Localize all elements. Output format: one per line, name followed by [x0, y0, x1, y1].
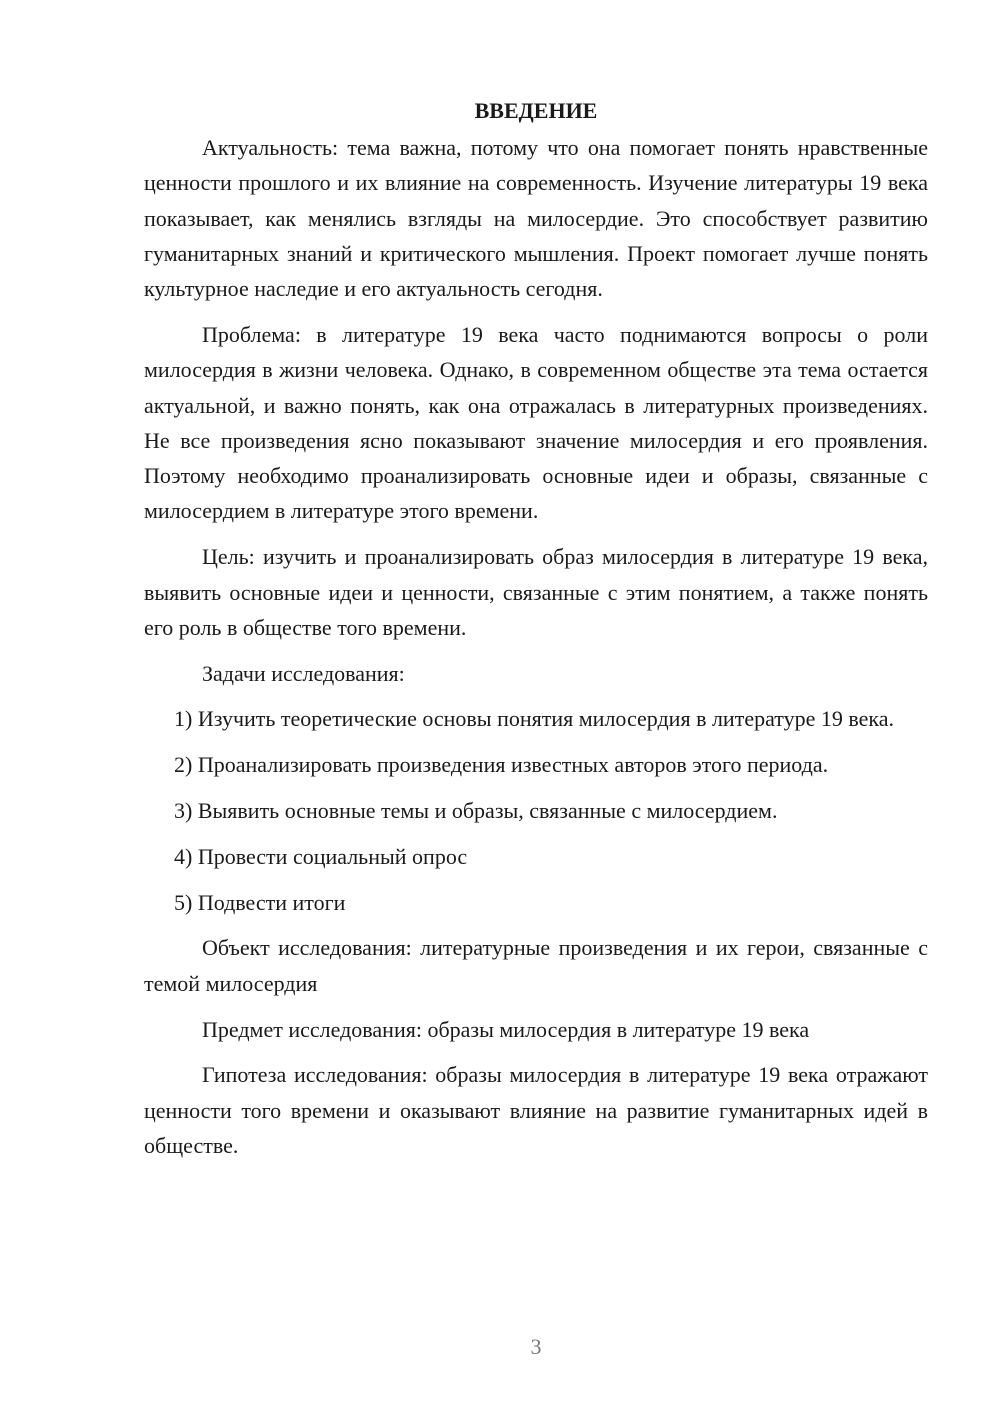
document-body	[144, 93, 928, 1174]
paragraph-goal: Цель: изучить и проанализировать образ милосердия в литературе 19 века, выявить основные идеи и ценности, связанные с этим понятием, а также понять его роль в обществе того времени.	[144, 544, 928, 640]
paragraph-hypothesis: Гипотеза исследования: образы милосердия в литературе 19 века отражают ценности того времени и оказывают влияние на развитие гуманитарных идей в обществе.	[144, 1062, 928, 1158]
paragraph-problem: Проблема: в литературе 19 века часто поднимаются вопросы о роли милосердия в жизни человека. Однако, в современном обществе эта тема остается актуальной, и важно понять, как она отражалась в литературных произведениях. Не все произведения ясно показывают значение милосердия и его проявления. Поэтому необходимо проанализировать основные идеи и образы, связанные с милосердием в литературе этого времени.	[144, 321, 928, 524]
task-item-1: 1) Изучить теоретические основы понятия милосердия в литературе 19 века.	[174, 706, 895, 732]
paragraph-subject: Предмет исследования: образы милосердия в литературе 19 века	[202, 1016, 810, 1042]
task-item-3: 3) Выявить основные темы и образы, связанные с милосердием.	[174, 798, 778, 824]
page-number: 3	[530, 1334, 542, 1359]
task-item-4: 4) Провести социальный опрос	[174, 843, 468, 869]
page-title: ВВЕДЕНИЕ	[474, 98, 598, 123]
tasks-heading: Задачи исследования:	[202, 660, 405, 686]
paragraph-relevance: Актуальность: тема важна, потому что она помогает понять нравственные ценности прошлого и их влияние на современность. Изучение литературы 19 века показывает, как менялись взгляды на милосердие. Это способствует развитию гуманитарных знаний и критического мышления. Проект помогает лучше понять культурное наследие и его актуальность сегодня.	[144, 135, 928, 302]
task-item-2: 2) Проанализировать произведения известных авторов этого периода.	[174, 752, 829, 778]
task-item-5: 5) Подвести итоги	[174, 889, 346, 915]
paragraph-object: Объект исследования: литературные произведения и их герои, связанные с темой милосердия	[144, 935, 928, 996]
